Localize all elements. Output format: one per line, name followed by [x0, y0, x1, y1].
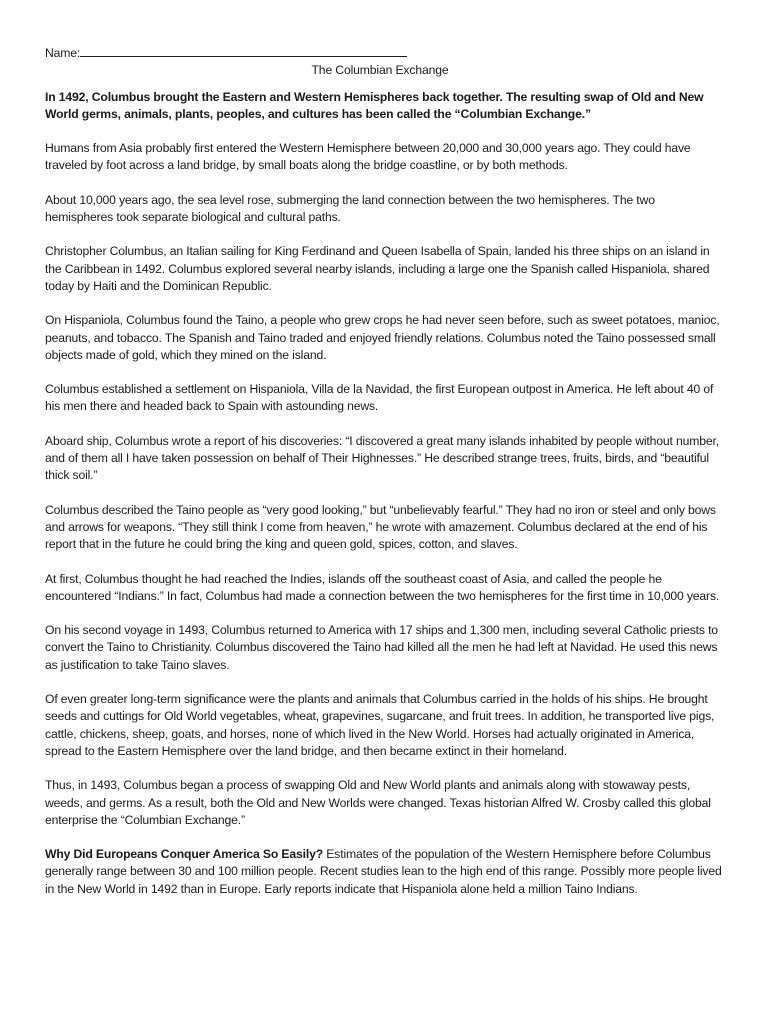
paragraph-taino-description: Columbus described the Taino people as “very good looking,” but “unbelievably fearful.” They had no iron or steel and only bows and arrows for weapons. “They still think I come from heaven,” he wrote with amazement. Columbus declared at the end of his report that in the future he could bring the king and queen gold, spices, cotton, and slaves. [45, 502, 716, 552]
paragraph-report: Aboard ship, Columbus wrote a report of his discoveries: “I discovered a great many islands inhabited by people without number, and of them all I have taken possession on behalf of Their Highnesses.” He described strange trees, fruits, birds, and “beautiful thick soil.” [45, 433, 719, 483]
paragraph-navidad: Columbus established a settlement on Hispaniola, Villa de la Navidad, the first European outpost in America. He left about 40 of his men there and headed back to Spain with astounding news. [45, 382, 714, 414]
name-label: Name: [45, 46, 81, 60]
paragraph-land-bridge: Humans from Asia probably first entered the Western Hemisphere between 20,000 and 30,000 years ago. They could have traveled by foot across a land bridge, by small boats along the bridge coastline, or by both methods. [45, 141, 691, 173]
paragraph-conquest [45, 846, 725, 898]
paragraph-taino: On Hispaniola, Columbus found the Taino, a people who grew crops he had never seen before, such as sweet potatoes, manioc, peanuts, and tobacco. The Spanish and Taino traded and enjoyed friendly relations. Columbus noted the Taino possessed small objects made of gold, which they mined on the island. [45, 313, 720, 362]
paragraph-sea-level: About 10,000 years ago, the sea level rose, submerging the land connection between the two hemispheres. The two hemispheres took separate biological and cultural paths. [45, 192, 655, 225]
paragraph-exchange: Thus, in 1493, Columbus began a process of swapping Old and New World plants and animals along with stowaway pests, weeds, and germs. As a result, both the Old and New Worlds were changed. Texas historian Alfred W. Crosby called this global enterprise the “Columbian Exchange.” [45, 778, 711, 827]
paragraph-indies: At first, Columbus thought he had reached the Indies, islands off the southeast coast of Asia, and called the people he encountered “Indians.” In fact, Columbus had made a connection between the two hemispheres for the first time in 10,000 years. [45, 571, 720, 603]
conquest-heading: Why Did Europeans Conquer America So Easily? [45, 847, 324, 862]
paragraph-second-voyage: On his second voyage in 1493, Columbus returned to America with 17 ships and 1,300 men, including several Catholic priests to convert the Taino to Christianity. Columbus discovered the Taino had killed all the men he had left at Navidad. He used this news as justification to take Taino slaves. [45, 623, 718, 672]
intro-paragraph: In 1492, Columbus brought the Eastern and Western Hemispheres back together. The resulting swap of Old and New World germs, animals, plants, peoples, and cultures has been called the “Columbian Exchange.” [45, 89, 704, 121]
document-title: The Columbian Exchange [311, 63, 449, 78]
name-line [45, 44, 725, 62]
name-blank-line [80, 44, 407, 57]
document-page [45, 44, 725, 915]
paragraph-plants-animals: Of even greater long-term significance were the plants and animals that Columbus carried in the holds of his ships. He brought seeds and cuttings for Old World vegetables, wheat, grapevines, sugarcane, and fruit trees. In addition, he transported live pigs, cattle, chickens, sheep, goats, and horses, none of which lived in the New World. Horses had actually originated in America, spread to the Eastern Hemisphere over the land bridge, and then became extinct in their homeland. [45, 692, 715, 758]
conquest-text: Estimates of the population of the Western Hemisphere before Columbus generally range between 30 and 100 million people. Recent studies lean to the high end of this range. Possibly more people lived in the New World in 1492 than in Europe. Early reports indicate that Hispaniola alone held a million Taino Indians. [45, 847, 722, 896]
paragraph-columbus-landing: Christopher Columbus, an Italian sailing for King Ferdinand and Queen Isabella of Spain, landed his three ships on an island in the Caribbean in 1492. Columbus explored several nearby islands, including a large one the Spanish called Hispaniola, shared today by Haiti and the Dominican Republic. [45, 244, 710, 293]
